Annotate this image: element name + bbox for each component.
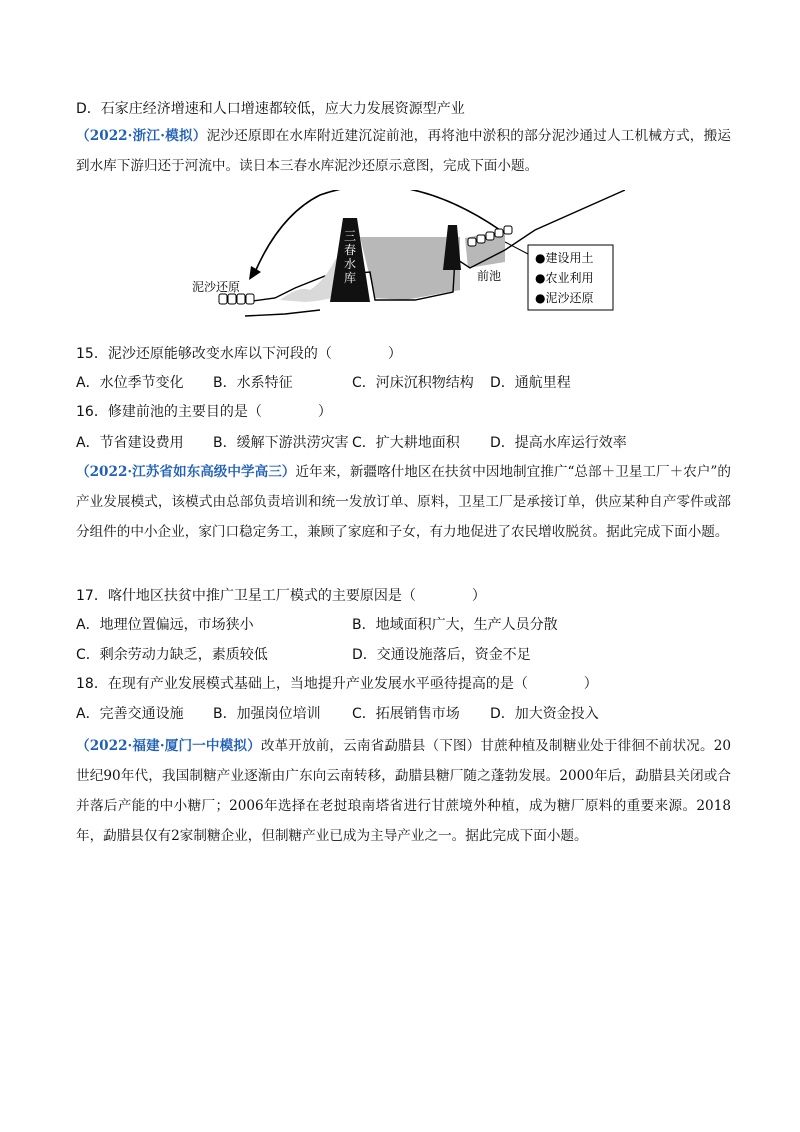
question-17-stem: 17．喀什地区扶贫中推广卫星工厂模式的主要原因是（ ） (76, 588, 486, 604)
question-15-option-a[interactable]: A．水位季节变化 (76, 375, 184, 391)
passage-text: 近年来，新疆喀什地区在扶贫中因地制宜推广“总部＋卫星工厂＋农户”的产业发展模式，该模式由总部负责培训和统一发放订单、原料，卫星工厂是承接订单，供应某种自产零件或部分组件的中小企业，家门口稳定务工，兼顾了家庭和子女，有力地促进了农民增收脱贫。据此完成下面小题。 (76, 464, 731, 540)
reading-passage-2 (76, 457, 731, 547)
question-16-stem: 16．修建前池的主要目的是（ ） (76, 404, 332, 420)
question-17-option-c[interactable]: C．剩余劳动力缺乏，素质较低 (76, 647, 268, 663)
question-18-option-b[interactable]: B．加强岗位培训 (213, 706, 321, 722)
dam-label-char: 库 (343, 271, 357, 285)
dam-label-char: 水 (343, 257, 357, 271)
question-18-stem: 18．在现有产业发展模式基础上，当地提升产业发展水平亟待提高的是（ ） (76, 676, 598, 692)
question-15-option-b[interactable]: B．水系特征 (213, 375, 293, 391)
passage-text: 泥沙还原即在水库附近建沉淀前池，再将池中淤积的部分泥沙通过人工机械方式，搬运到水库下游归还于河流中。读日本三春水库泥沙还原示意图，完成下面小题。 (76, 128, 731, 174)
legend-item: ●建设用土 (535, 251, 594, 265)
dam-label-char: 春 (343, 243, 357, 257)
source-tag: （2022·江苏省如东高级中学高三） (76, 464, 296, 480)
forebay-label: 前池 (477, 269, 502, 283)
question-16-option-d[interactable]: D．提高水库运行效率 (490, 435, 627, 451)
question-16-option-a[interactable]: A．节省建设费用 (76, 435, 184, 451)
passage-text: 改革开放前，云南省勐腊县（下图）甘蔗种植及制糖业处于徘徊不前状况。20世纪90年代，我国制糖产业逐渐由广东向云南转移，勐腊县糖厂随之蓬勃发展。2000年后，勐腊县关闭或合并落后产能的中小糖厂；2006年选择在老挝琅南塔省进行甘蔗境外种植，成为糖厂原料的重要来源。2018年，勐腊县仅有2家制糖企业，但制糖产业已成为主导产业之一。据此完成下面小题。 (76, 738, 731, 844)
forebay-dam (443, 225, 461, 270)
question-15-option-c[interactable]: C．河床沉积物结构 (352, 375, 474, 391)
reservoir-sediment-diagram (185, 190, 625, 320)
question-16-option-b[interactable]: B．缓解下游洪涝灾害 (213, 435, 349, 451)
dam-label-char: 三 (343, 229, 357, 243)
source-tag: （2022·浙江·模拟） (76, 128, 207, 144)
question-18-option-d[interactable]: D．加大资金投入 (490, 706, 599, 722)
reading-passage-3 (76, 731, 731, 851)
legend-item: ●泥沙还原 (535, 291, 594, 305)
reading-passage-1 (76, 121, 731, 181)
question-16-option-c[interactable]: C．扩大耕地面积 (352, 435, 460, 451)
question-17-option-b[interactable]: B．地域面积广大，生产人员分散 (352, 617, 558, 633)
question-15-stem: 15．泥沙还原能够改变水库以下河段的（ ） (76, 346, 402, 362)
sediment-blocks-river (219, 294, 254, 304)
arrow-head-icon (249, 266, 261, 280)
question-18-option-a[interactable]: A．完善交通设施 (76, 706, 184, 722)
river-bed (245, 310, 320, 316)
sediment-return-label: 泥沙还原 (192, 280, 241, 294)
question-17-option-d[interactable]: D．交通设施落后，资金不足 (352, 647, 531, 663)
question-18-option-c[interactable]: C．拓展销售市场 (352, 706, 460, 722)
question-15-option-d[interactable]: D．通航里程 (490, 375, 571, 391)
source-tag: （2022·福建·厦门一中模拟） (76, 738, 261, 754)
question-17-option-a[interactable]: A．地理位置偏远，市场狭小 (76, 617, 254, 633)
question-14-option-d: D．石家庄经济增速和人口增速都较低，应大力发展资源型产业 (76, 101, 465, 117)
legend-item: ●农业利用 (535, 271, 594, 285)
